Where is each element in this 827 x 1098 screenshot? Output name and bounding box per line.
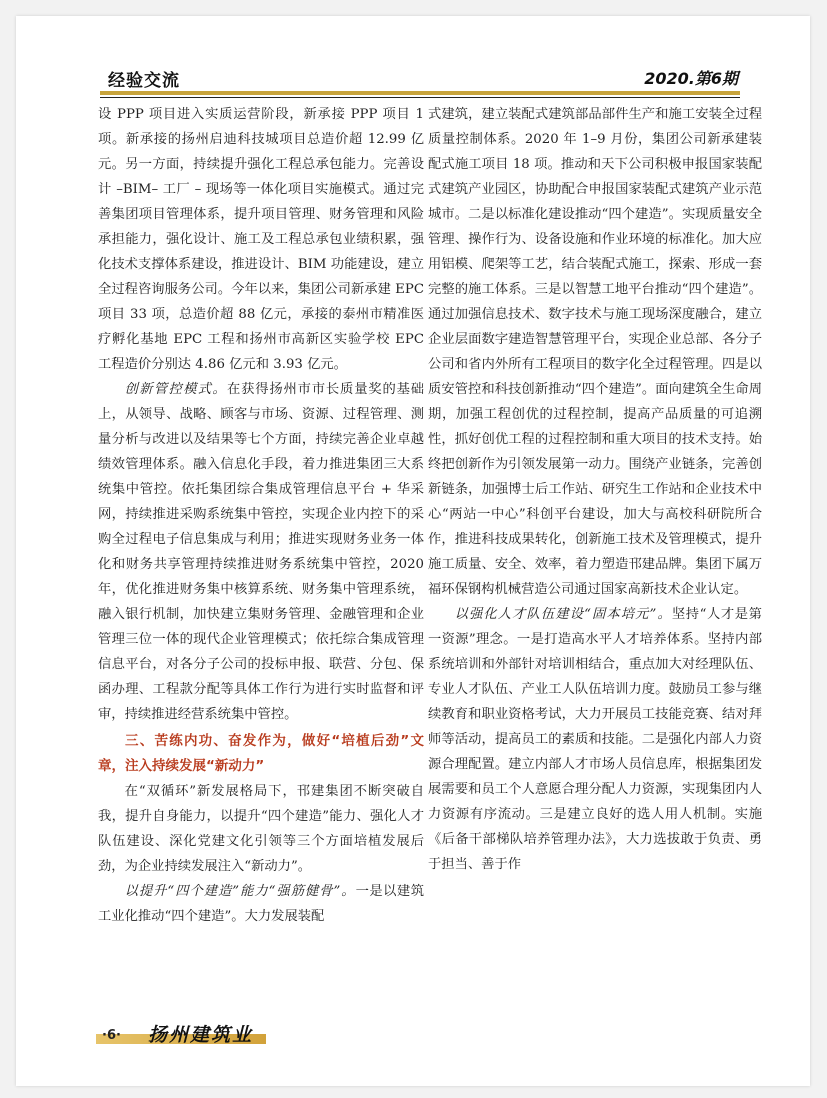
paragraph-body: 一是以建筑工业化推动“四个建造”。大力发展装配 — [98, 884, 424, 924]
paragraph-body: 在获得扬州市市长质量奖的基础上，从领导、战略、顾客与市场、资源、过程管理、测量分析与改进以及结果等七个方面，持续完善企业卓越绩效管理体系。融入信息化手段，着力推进集团三大系统集中管控。依托集团综合集成管理信息平台 + 华采网，持续推进采购系统集中管控，实现企业内控下的采购全过程电子信息集成与利用；推进实现财务业务一体化和财务共享管理持续推进财务系统集中管控，2020 年，优化推进财务集中核算系统、财务集中管理系统，融入银行机制，加快建立集财务管理、金融管理和企业管理三位一体的现代企业管理模式；依托综合集成管理信息平台，对各分子公司的投标申报、联营、分包、保函办理、工程款分配等具体工作行为进行实时监督和评审，持续推进经营系统集中管控。 — [98, 382, 425, 722]
section-heading: 三、苦练内功、奋发作为，做好“培植后劲”文章，注入持续发展“新动力” — [98, 733, 424, 774]
header-thin-rule — [100, 97, 740, 98]
page-header — [100, 60, 740, 100]
paragraph: 式建筑，建立装配式建筑部品部件生产和施工安装全过程质量控制体系。2020 年 1–9 月份，集团公司新承建装配式施工项目 18 项。推动和天下公司积极申报国家装配式建筑产业园区，协助配合申报国家装配式建筑产业示范城市。二是以标准化建设推动“四个建造”。实现质量安全管理、操作行为、设备设施和作业环境的标准化。加大应用铝模、爬架等工艺，结合装配式施工，探索、形成一套完整的施工体系。三是以智慧工地平台推动“四个建造”。通过加强信息技术、数字技术与施工现场深度融合，建立企业层面数字建造智慧管理平台，实现企业总部、各分子公司和省内外所有工程项目的数字化全过程管理。四是以质安管控和科技创新推动“四个建造”。面向建筑全生命周期，加强工程创优的过程控制，提高产品质量的可追溯性，抓好创优工程的过程控制和重大项目的技术支持。始终把创新作为引领发展第一动力。围绕产业链条，完善创新链条，加强博士后工作站、研究生工作站和企业技术中心“两站一中心”科创平台建设，加大与高校科研院所合作，推进科技成果转化，创新施工技术及管理模式，提升施工质量、安全、效率，着力塑造邗建品牌。集团下属万福环保钢构机械营造公司通过国家高新技术企业认定。 — [428, 107, 762, 597]
paragraph: 设 PPP 项目进入实质运营阶段，新承接 PPP 项目 1 项。新承接的扬州启迪科技城项目总造价超 12.99 亿元。另一方面，持续提升强化工程总承包能力。完善设计 –BIM– 工厂 – 现场等一体化项目实施模式。通过完善集团项目管理体系，提升项目管理、财务管理和风险承担能力，强化设计、施工及工程总承包业绩积累，强化技术支撑体系建设，推进设计、BIM 功能建设，建立全过程咨询服务公司。今年以来，集团公司新承建 EPC 项目 33 项，总造价超 88 亿元，承接的泰州市精准医疗孵化基地 EPC 工程和扬州市高新区实验学校 EPC 工程造价分别达 4.86 亿元和 3.93 亿元。 — [98, 107, 424, 372]
paragraph-lead: 以提升“四个建造”能力“强筋健骨”。 — [124, 884, 356, 899]
paragraph — [98, 377, 424, 727]
journal-logo: 扬州建筑业 — [148, 1024, 254, 1046]
paragraph: 在“双循环”新发展格局下，邗建集团不断突破自我，提升自身能力，以提升“四个建造”能力、强化人才队伍建设、深化党建文化引领等三个方面培植发展后劲，为企业持续发展注入“新动力”。 — [98, 784, 424, 874]
section-title: 经验交流 — [108, 71, 180, 91]
magazine-page — [16, 16, 810, 1086]
issue-label: 2020.第6期 — [644, 69, 738, 88]
page-footer — [96, 1018, 296, 1058]
paragraph-body: 坚持“人才是第一资源”理念。一是打造高水平人才培养体系。坚持内部系统培训和外部针对培训相结合，重点加大对经理队伍、专业人才队伍、产业工人队伍培训力度。鼓励员工参与继续教育和职业资格考试，大力开展员工技能竞赛、结对拜师等活动，提高员工的素质和技能。二是强化内部人力资源合理配置。建立内部人才市场人员信息库，根据集团发展需要和员工个人意愿合理分配人力资源，实现集团内人力资源有序流动。三是建立良好的选人用人机制。实施《后备干部梯队培养管理办法》，大力选拔敢于负责、勇于担当、善于作 — [428, 607, 762, 872]
paragraph-lead: 创新管控模式。 — [124, 382, 228, 397]
right-column — [428, 102, 762, 877]
paragraph — [98, 879, 424, 929]
header-gold-rule — [100, 91, 740, 95]
left-column — [98, 102, 424, 929]
paragraph — [428, 602, 762, 877]
paragraph-lead: 以强化人才队伍建设“固本培元”。 — [454, 607, 672, 622]
page-number: ·6· — [102, 1028, 121, 1043]
